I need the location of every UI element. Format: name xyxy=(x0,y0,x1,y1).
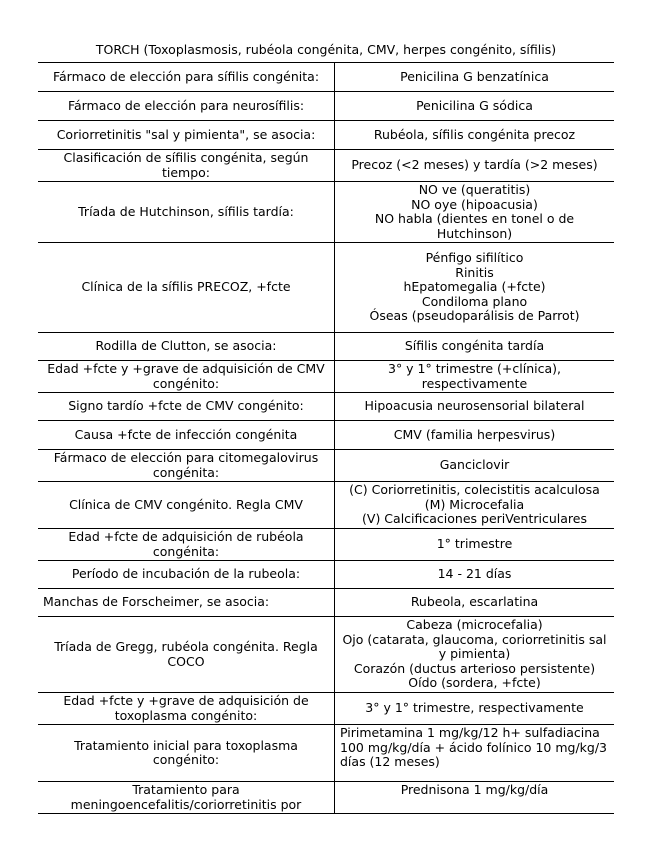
answer-line: Precoz (<2 meses) y tardía (>2 meses) xyxy=(351,157,598,173)
answer-line: 14 - 21 días xyxy=(437,566,512,582)
question-cell: Tratamiento para meningoencefalitis/coriorretinitis por xyxy=(38,782,335,814)
answer-line: Ganciclovir xyxy=(439,457,510,473)
table-row xyxy=(38,450,614,482)
question-cell: Clínica de la sífilis PRECOZ, +fcte xyxy=(38,243,335,333)
answer-line: 3° y 1° trimestre, respectivamente xyxy=(365,700,584,716)
question-cell: Período de incubación de la rubeola: xyxy=(38,561,335,589)
question-cell: Clínica de CMV congénito. Regla CMV xyxy=(38,482,335,529)
table-row xyxy=(38,529,614,561)
answer-cell xyxy=(335,450,615,482)
answer-line: Hipoacusia neurosensorial bilateral xyxy=(364,398,585,414)
answer-cell xyxy=(335,92,615,121)
answer-cell xyxy=(335,63,615,92)
answer-cell xyxy=(335,617,615,693)
question-cell: Edad +fcte y +grave de adquisición de toxoplasma congénito: xyxy=(38,693,335,725)
answer-line: Ojo (catarata, glaucoma, coriorretinitis sal y pimienta) xyxy=(342,631,607,662)
table-row xyxy=(38,150,614,182)
question-cell: Edad +fcte de adquisición de rubéola congénita: xyxy=(38,529,335,561)
answer-cell xyxy=(335,693,615,725)
answer-line: NO habla (dientes en tonel o de Hutchinson) xyxy=(374,211,575,241)
answer-line: Prednisona 1 mg/kg/día xyxy=(400,782,549,797)
answer-cell xyxy=(335,589,615,617)
table-row xyxy=(38,121,614,150)
question-cell: Coriorretinitis "sal y pimienta", se asocia: xyxy=(38,121,335,150)
answer-cell xyxy=(335,182,615,243)
answer-line: Óseas (pseudoparálisis de Parrot) xyxy=(369,308,580,324)
answer-cell xyxy=(335,725,615,782)
answer-cell xyxy=(335,150,615,182)
table-row xyxy=(38,63,614,92)
answer-line: Corazón (ductus arterioso persistente) xyxy=(353,660,596,676)
question-cell: Clasificación de sífilis congénita, según tiempo: xyxy=(38,150,335,182)
torch-table-body xyxy=(38,63,614,814)
table-row xyxy=(38,393,614,421)
question-cell: Tríada de Gregg, rubéola congénita. Regla COCO xyxy=(38,617,335,693)
answer-cell xyxy=(335,243,615,333)
table-row xyxy=(38,421,614,450)
torch-table xyxy=(38,62,614,814)
answer-line: Pirimetamina 1 mg/kg/12 h+ sulfadiacina 100 mg/kg/día + ácido folínico 10 mg/kg/3 días (12 meses) xyxy=(340,725,608,769)
question-cell: Fármaco de elección para citomegalovirus congénita: xyxy=(38,450,335,482)
table-row xyxy=(38,782,614,814)
answer-line: Condiloma plano xyxy=(421,293,528,309)
answer-line: Penicilina G sódica xyxy=(416,97,533,113)
answer-line: Oído (sordera, +fcte) xyxy=(408,675,541,691)
answer-cell xyxy=(335,561,615,589)
answer-line: NO ve (queratitis) xyxy=(418,182,531,197)
question-cell: Fármaco de elección para sífilis congénita: xyxy=(38,63,335,92)
answer-cell xyxy=(335,482,615,529)
table-row xyxy=(38,725,614,782)
question-cell: Causa +fcte de infección congénita xyxy=(38,421,335,450)
answer-line: Rubeola, escarlatina xyxy=(410,594,539,610)
table-row xyxy=(38,92,614,121)
answer-line: (M) Microcefalia xyxy=(424,496,525,512)
answer-line: Pénfigo sifilítico xyxy=(425,250,524,266)
answer-line: NO oye (hipoacusia) xyxy=(411,196,538,212)
answer-line: Sífilis congénita tardía xyxy=(404,338,545,354)
answer-cell xyxy=(335,361,615,393)
table-row xyxy=(38,482,614,529)
answer-line: (V) Calcificaciones periVentriculares xyxy=(362,511,587,527)
question-cell: Manchas de Forscheimer, se asocia: xyxy=(38,589,335,617)
answer-line: Cabeza (microcefalia) xyxy=(406,617,543,633)
table-row xyxy=(38,333,614,361)
answer-line: CMV (familia herpesvirus) xyxy=(393,426,556,442)
answer-cell xyxy=(335,529,615,561)
question-cell: Signo tardío +fcte de CMV congénito: xyxy=(38,393,335,421)
answer-cell xyxy=(335,393,615,421)
table-row xyxy=(38,561,614,589)
answer-line: (C) Coriorretinitis, colecistitis acalculosa xyxy=(349,482,600,498)
answer-line: 1° trimestre xyxy=(436,536,513,552)
answer-cell xyxy=(335,421,615,450)
question-cell: Tríada de Hutchinson, sífilis tardía: xyxy=(38,182,335,243)
table-row xyxy=(38,693,614,725)
answer-line: Rinitis xyxy=(455,264,494,280)
answer-cell xyxy=(335,333,615,361)
question-cell: Rodilla de Clutton, se asocia: xyxy=(38,333,335,361)
question-cell: Tratamiento inicial para toxoplasma congénito: xyxy=(38,725,335,782)
table-row xyxy=(38,617,614,693)
question-cell: Edad +fcte y +grave de adquisición de CMV congénito: xyxy=(38,361,335,393)
answer-line: 3° y 1° trimestre (+clínica), respectivamente xyxy=(388,361,561,391)
page-title: TORCH (Toxoplasmosis, rubéola congénita, CMV, herpes congénito, sífilis) xyxy=(95,42,557,57)
table-row xyxy=(38,361,614,393)
answer-line: Rubéola, sífilis congénita precoz xyxy=(373,126,576,142)
answer-line: hEpatomegalia (+fcte) xyxy=(403,279,546,295)
table-row xyxy=(38,589,614,617)
table-row xyxy=(38,243,614,333)
answer-line: Penicilina G benzatínica xyxy=(400,68,549,84)
answer-cell xyxy=(335,121,615,150)
answer-cell xyxy=(335,782,615,814)
table-row xyxy=(38,182,614,243)
question-cell: Fármaco de elección para neurosífilis: xyxy=(38,92,335,121)
